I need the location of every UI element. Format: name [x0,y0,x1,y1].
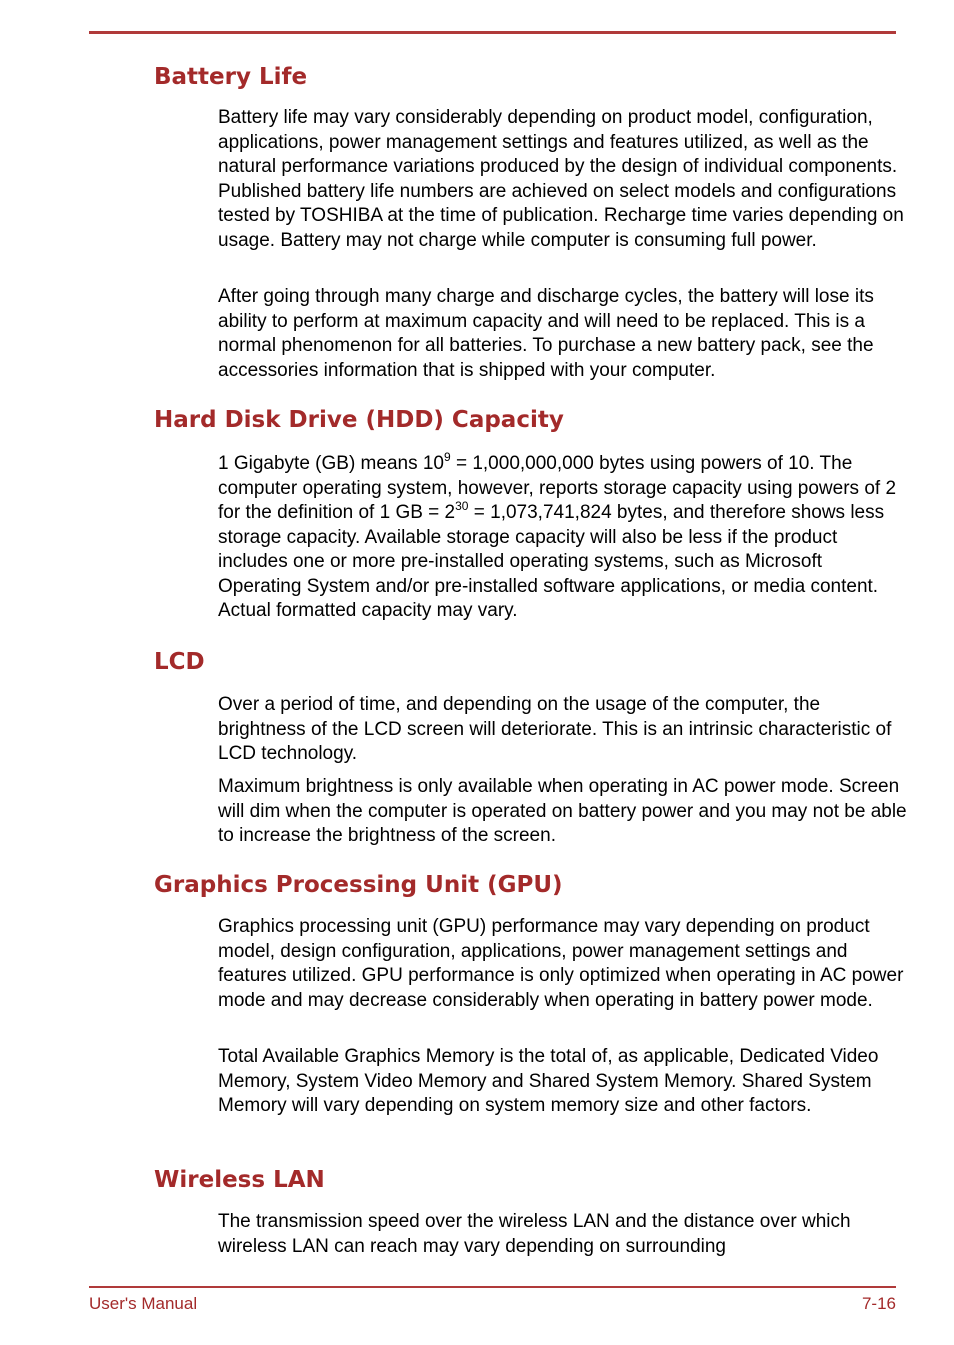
hdd-text-part-2: = 1,000,000,000 bytes using powers of 10. The computer operating system, however, reports storage capacity using powers of 2 for the definition of 1 GB = 2 [218,453,897,523]
wireless-lan-paragraph-1: The transmission speed over the wireless LAN and the distance over which wireless LAN can reach may vary depending on surrounding [218,1211,851,1257]
section-heading-lcd: LCD [154,649,205,675]
battery-life-paragraph-2: After going through many charge and discharge cycles, the battery will lose its ability to perform at maximum capacity and will need to be replaced. This is a normal phenomenon for all batteries. To purchase a new battery pack, see the accessories information that is shipped with your computer. [218,286,874,381]
footer-rule [89,1286,896,1288]
footer-page-number: 7-16 [861,1294,896,1313]
hdd-exponent-9: 9 [444,449,451,464]
header-rule [89,31,896,34]
section-heading-hdd-capacity: Hard Disk Drive (HDD) Capacity [154,407,564,433]
battery-life-paragraph-1: Battery life may vary considerably depending on product model, configuration, applications, power management settings and features utilized, as well as the natural performance variations produced by the design of individual components. Published battery life numbers are achieved on select models and configurations tested by TOSHIBA at the time of publication. Recharge time varies depending on usage. Battery may not charge while computer is consuming full power. [218,107,904,251]
section-heading-battery-life: Battery Life [154,64,308,90]
lcd-paragraph-1: Over a period of time, and depending on the usage of the computer, the brightness of the LCD screen will deteriorate. This is an intrinsic characteristic of LCD technology. [218,694,892,764]
gpu-paragraph-2: Total Available Graphics Memory is the total of, as applicable, Dedicated Video Memory, System Video Memory and Shared System Memory. Shared System Memory will vary depending on system memory size and other factors. [218,1046,879,1116]
hdd-text-part-1: 1 Gigabyte (GB) means 10 [218,453,444,474]
hdd-text-part-3: = 1,073,741,824 bytes, and therefore shows less storage capacity. Available storage capacity will also be less if the product includes one or more pre-installed operating systems, such as Microsoft Operating System and/or pre-installed software applications, or media content. Actual formatted capacity may vary. [218,502,885,621]
gpu-paragraph-1: Graphics processing unit (GPU) performance may vary depending on product model, design configuration, applications, power management settings and features utilized. GPU performance is only optimized when operating in AC power mode and may decrease considerably when operating in battery power mode. [218,916,904,1011]
section-heading-wireless-lan: Wireless LAN [154,1167,325,1193]
hdd-exponent-30: 30 [455,498,469,513]
hdd-capacity-paragraph-1 [218,449,908,624]
section-heading-gpu: Graphics Processing Unit (GPU) [154,872,563,898]
footer-manual-title: User's Manual [89,1294,198,1313]
lcd-paragraph-2: Maximum brightness is only available when operating in AC power mode. Screen will dim when the computer is operated on battery power and you may not be able to increase the brightness of the screen. [218,776,907,846]
